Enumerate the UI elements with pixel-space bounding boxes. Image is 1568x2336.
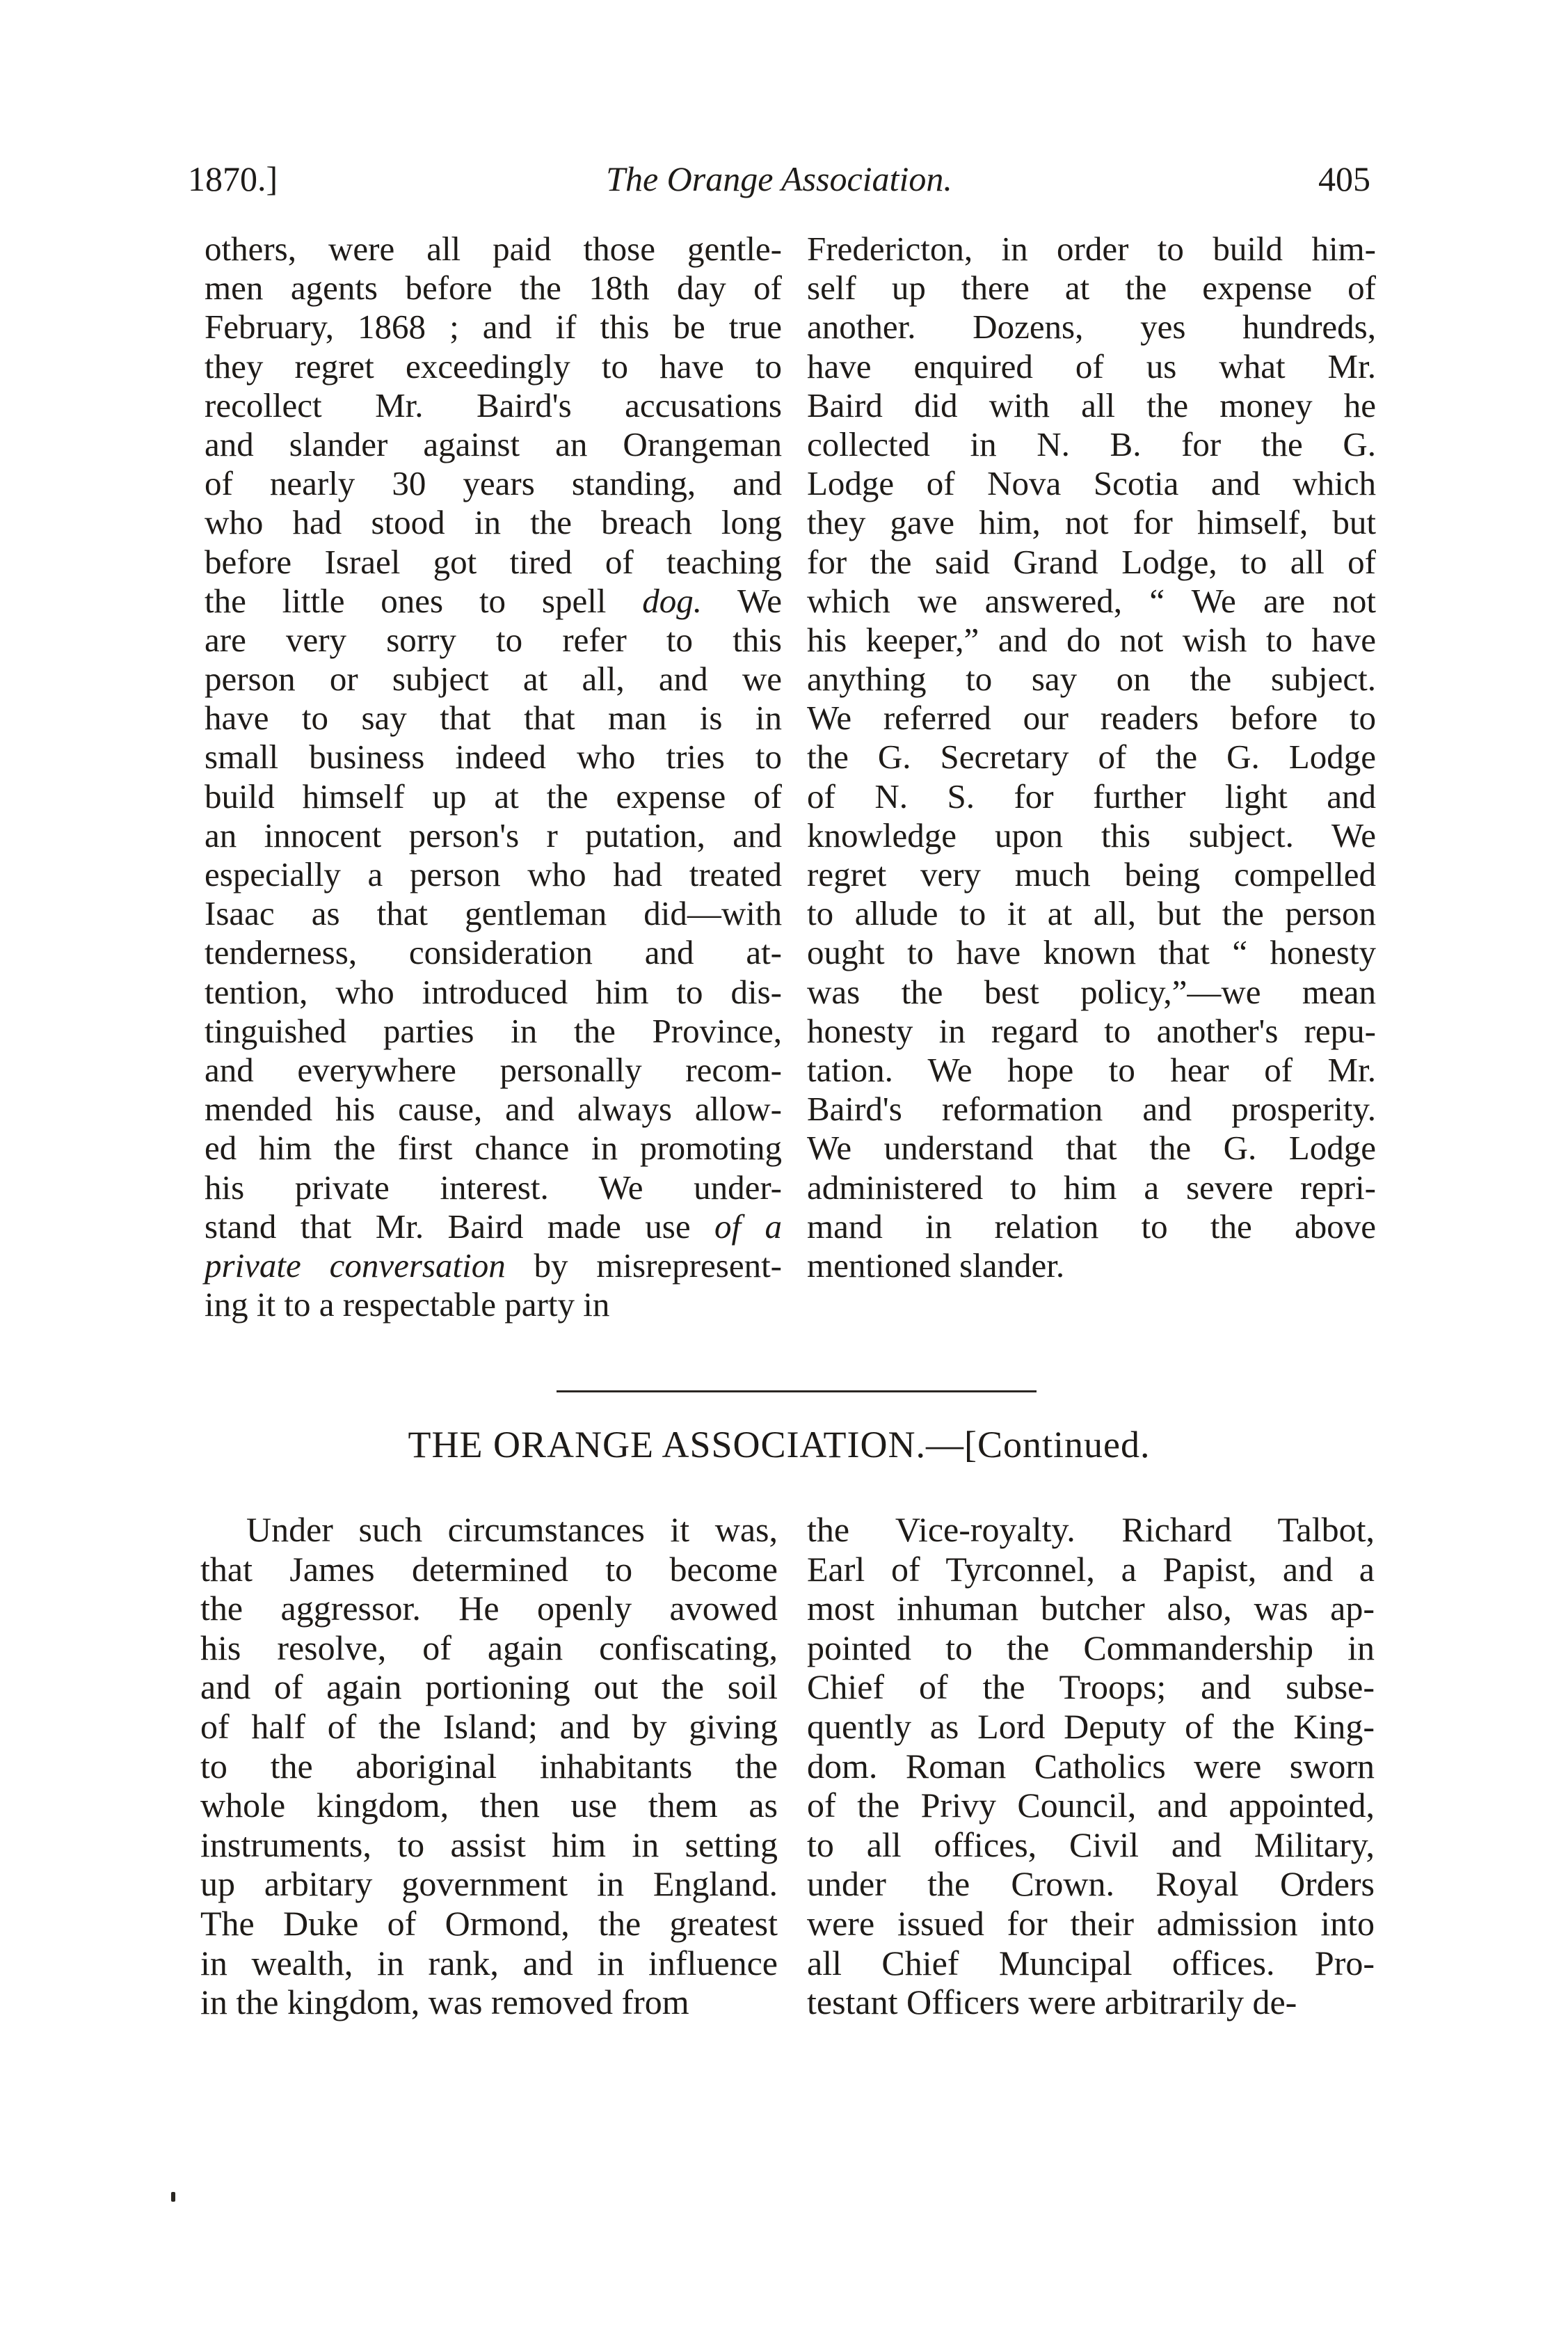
text-line: of the Privy Council, and appointed, bbox=[807, 1786, 1375, 1825]
text-line: the Vice-royalty. Richard Talbot, bbox=[807, 1510, 1375, 1549]
text-line: pointed to the Commandership in bbox=[807, 1628, 1375, 1667]
ink-speck bbox=[171, 2192, 175, 2202]
text-line: another. Dozens, yes hundreds, bbox=[807, 308, 1376, 347]
text-line: testant Officers were arbitrarily de- bbox=[807, 1983, 1297, 2022]
text-line: they regret exceedingly to have to bbox=[205, 347, 782, 386]
text-line: honesty in regard to another's repu- bbox=[807, 1011, 1376, 1050]
text-line: administered to him a severe repri- bbox=[807, 1168, 1376, 1207]
top-left-column bbox=[205, 230, 782, 1324]
text-line: others, were all paid those gentle- bbox=[205, 230, 782, 268]
text-line: the G. Secretary of the G. Lodge bbox=[807, 738, 1376, 777]
text-line: collected in N. B. for the G. bbox=[807, 424, 1376, 463]
text-line: which we answered, “ We are not bbox=[807, 581, 1376, 620]
top-right-column bbox=[807, 230, 1376, 1285]
text-line: tenderness, consideration and at- bbox=[205, 933, 782, 972]
text-line: all Chief Muncipal offices. Pro- bbox=[807, 1943, 1375, 1983]
bottom-left-column bbox=[200, 1510, 778, 2022]
text-line: of nearly 30 years standing, and bbox=[205, 464, 782, 503]
text-line: whole kingdom, then use them as bbox=[200, 1786, 778, 1825]
section-title: THE ORANGE ASSOCIATION.—[Continued. bbox=[408, 1424, 1151, 1465]
text-line: We understand that the G. Lodge bbox=[807, 1129, 1376, 1168]
text-line: in the kingdom, was removed from bbox=[200, 1983, 689, 2022]
text-line: an innocent person's r putation, and bbox=[205, 816, 782, 855]
section-divider bbox=[557, 1390, 1037, 1392]
text-line: to allude to it at all, but the person bbox=[807, 894, 1376, 933]
text-line: self up there at the expense of bbox=[807, 269, 1376, 308]
text-line: tinguished parties in the Province, bbox=[205, 1011, 782, 1050]
text-line: the little ones to spell dog. We bbox=[205, 581, 782, 620]
text-line: ed him the first chance in promoting bbox=[205, 1129, 782, 1168]
page-number: 405 bbox=[1318, 159, 1370, 198]
text-line: person or subject at all, and we bbox=[205, 660, 782, 699]
text-line: his private interest. We under- bbox=[205, 1168, 782, 1207]
text-line: who had stood in the breach long bbox=[205, 503, 782, 542]
text-line: build himself up at the expense of bbox=[205, 777, 782, 816]
text-line: knowledge upon this subject. We bbox=[807, 816, 1376, 855]
text-line: anything to say on the subject. bbox=[807, 660, 1376, 699]
text-line: have enquired of us what Mr. bbox=[807, 347, 1376, 386]
text-line: ought to have known that “ honesty bbox=[807, 933, 1376, 972]
text-line: ing it to a respectable party in bbox=[205, 1285, 610, 1324]
text-line: Chief of the Troops; and subse- bbox=[807, 1667, 1375, 1707]
text-line: most inhuman butcher also, was ap- bbox=[807, 1589, 1375, 1628]
text-line: February, 1868 ; and if this be true bbox=[205, 308, 782, 347]
text-line: Under such circumstances it was, bbox=[246, 1510, 778, 1549]
text-line: Lodge of Nova Scotia and which bbox=[807, 464, 1376, 503]
text-line: private conversation by misrepresent- bbox=[205, 1246, 782, 1285]
text-line: the aggressor. He openly avowed bbox=[200, 1589, 778, 1628]
text-line: small business indeed who tries to bbox=[205, 738, 782, 777]
text-line: they gave him, not for himself, but bbox=[807, 503, 1376, 542]
text-line: are very sorry to refer to this bbox=[205, 620, 782, 659]
text-line: tation. We hope to hear of Mr. bbox=[807, 1050, 1376, 1089]
text-line: mand in relation to the above bbox=[807, 1207, 1376, 1246]
text-line: his resolve, of again confiscating, bbox=[200, 1628, 778, 1667]
text-line: of N. S. for further light and bbox=[807, 777, 1376, 816]
text-line: and of again portioning out the soil bbox=[200, 1667, 778, 1707]
text-line: mended his cause, and always allow- bbox=[205, 1090, 782, 1129]
text-line: Fredericton, in order to build him- bbox=[807, 230, 1376, 268]
text-line: up arbitary government in England. bbox=[200, 1864, 778, 1904]
text-line: under the Crown. Royal Orders bbox=[807, 1864, 1375, 1904]
text-line: before Israel got tired of teaching bbox=[205, 542, 782, 581]
text-line: his keeper,” and do not wish to have bbox=[807, 620, 1376, 659]
text-line: Baird did with all the money he bbox=[807, 386, 1376, 424]
text-line: The Duke of Ormond, the greatest bbox=[200, 1903, 778, 1943]
text-line: instruments, to assist him in setting bbox=[200, 1825, 778, 1864]
text-line: and everywhere personally recom- bbox=[205, 1050, 782, 1089]
text-line: recollect Mr. Baird's accusations bbox=[205, 386, 782, 424]
running-head-year: 1870.] bbox=[188, 159, 278, 198]
text-line: that James determined to become bbox=[200, 1549, 778, 1589]
text-line: Baird's reformation and prosperity. bbox=[807, 1090, 1376, 1129]
text-line: quently as Lord Deputy of the King- bbox=[807, 1706, 1375, 1746]
running-head bbox=[188, 159, 1370, 207]
running-head-title: The Orange Association. bbox=[606, 159, 952, 198]
text-line: regret very much being compelled bbox=[807, 855, 1376, 893]
text-line: of half of the Island; and by giving bbox=[200, 1706, 778, 1746]
text-line: especially a person who had treated bbox=[205, 855, 782, 893]
text-line: was the best policy,”—we mean bbox=[807, 972, 1376, 1011]
text-line: have to say that that man is in bbox=[205, 699, 782, 738]
text-line: men agents before the 18th day of bbox=[205, 269, 782, 308]
text-line: We referred our readers before to bbox=[807, 699, 1376, 738]
text-line: dom. Roman Catholics were sworn bbox=[807, 1746, 1375, 1786]
text-line: Isaac as that gentleman did—with bbox=[205, 894, 782, 933]
bottom-right-column bbox=[807, 1510, 1375, 2022]
text-line: to the aboriginal inhabitants the bbox=[200, 1746, 778, 1786]
text-line: to all offices, Civil and Military, bbox=[807, 1825, 1375, 1864]
text-line: stand that Mr. Baird made use of a bbox=[205, 1207, 782, 1246]
text-line: in wealth, in rank, and in influence bbox=[200, 1943, 778, 1983]
text-line: mentioned slander. bbox=[807, 1246, 1065, 1285]
text-line: tention, who introduced him to dis- bbox=[205, 972, 782, 1011]
text-line: for the said Grand Lodge, to all of bbox=[807, 542, 1376, 581]
text-line: and slander against an Orangeman bbox=[205, 424, 782, 463]
text-line: were issued for their admission into bbox=[807, 1903, 1375, 1943]
text-line: Earl of Tyrconnel, a Papist, and a bbox=[807, 1549, 1375, 1589]
